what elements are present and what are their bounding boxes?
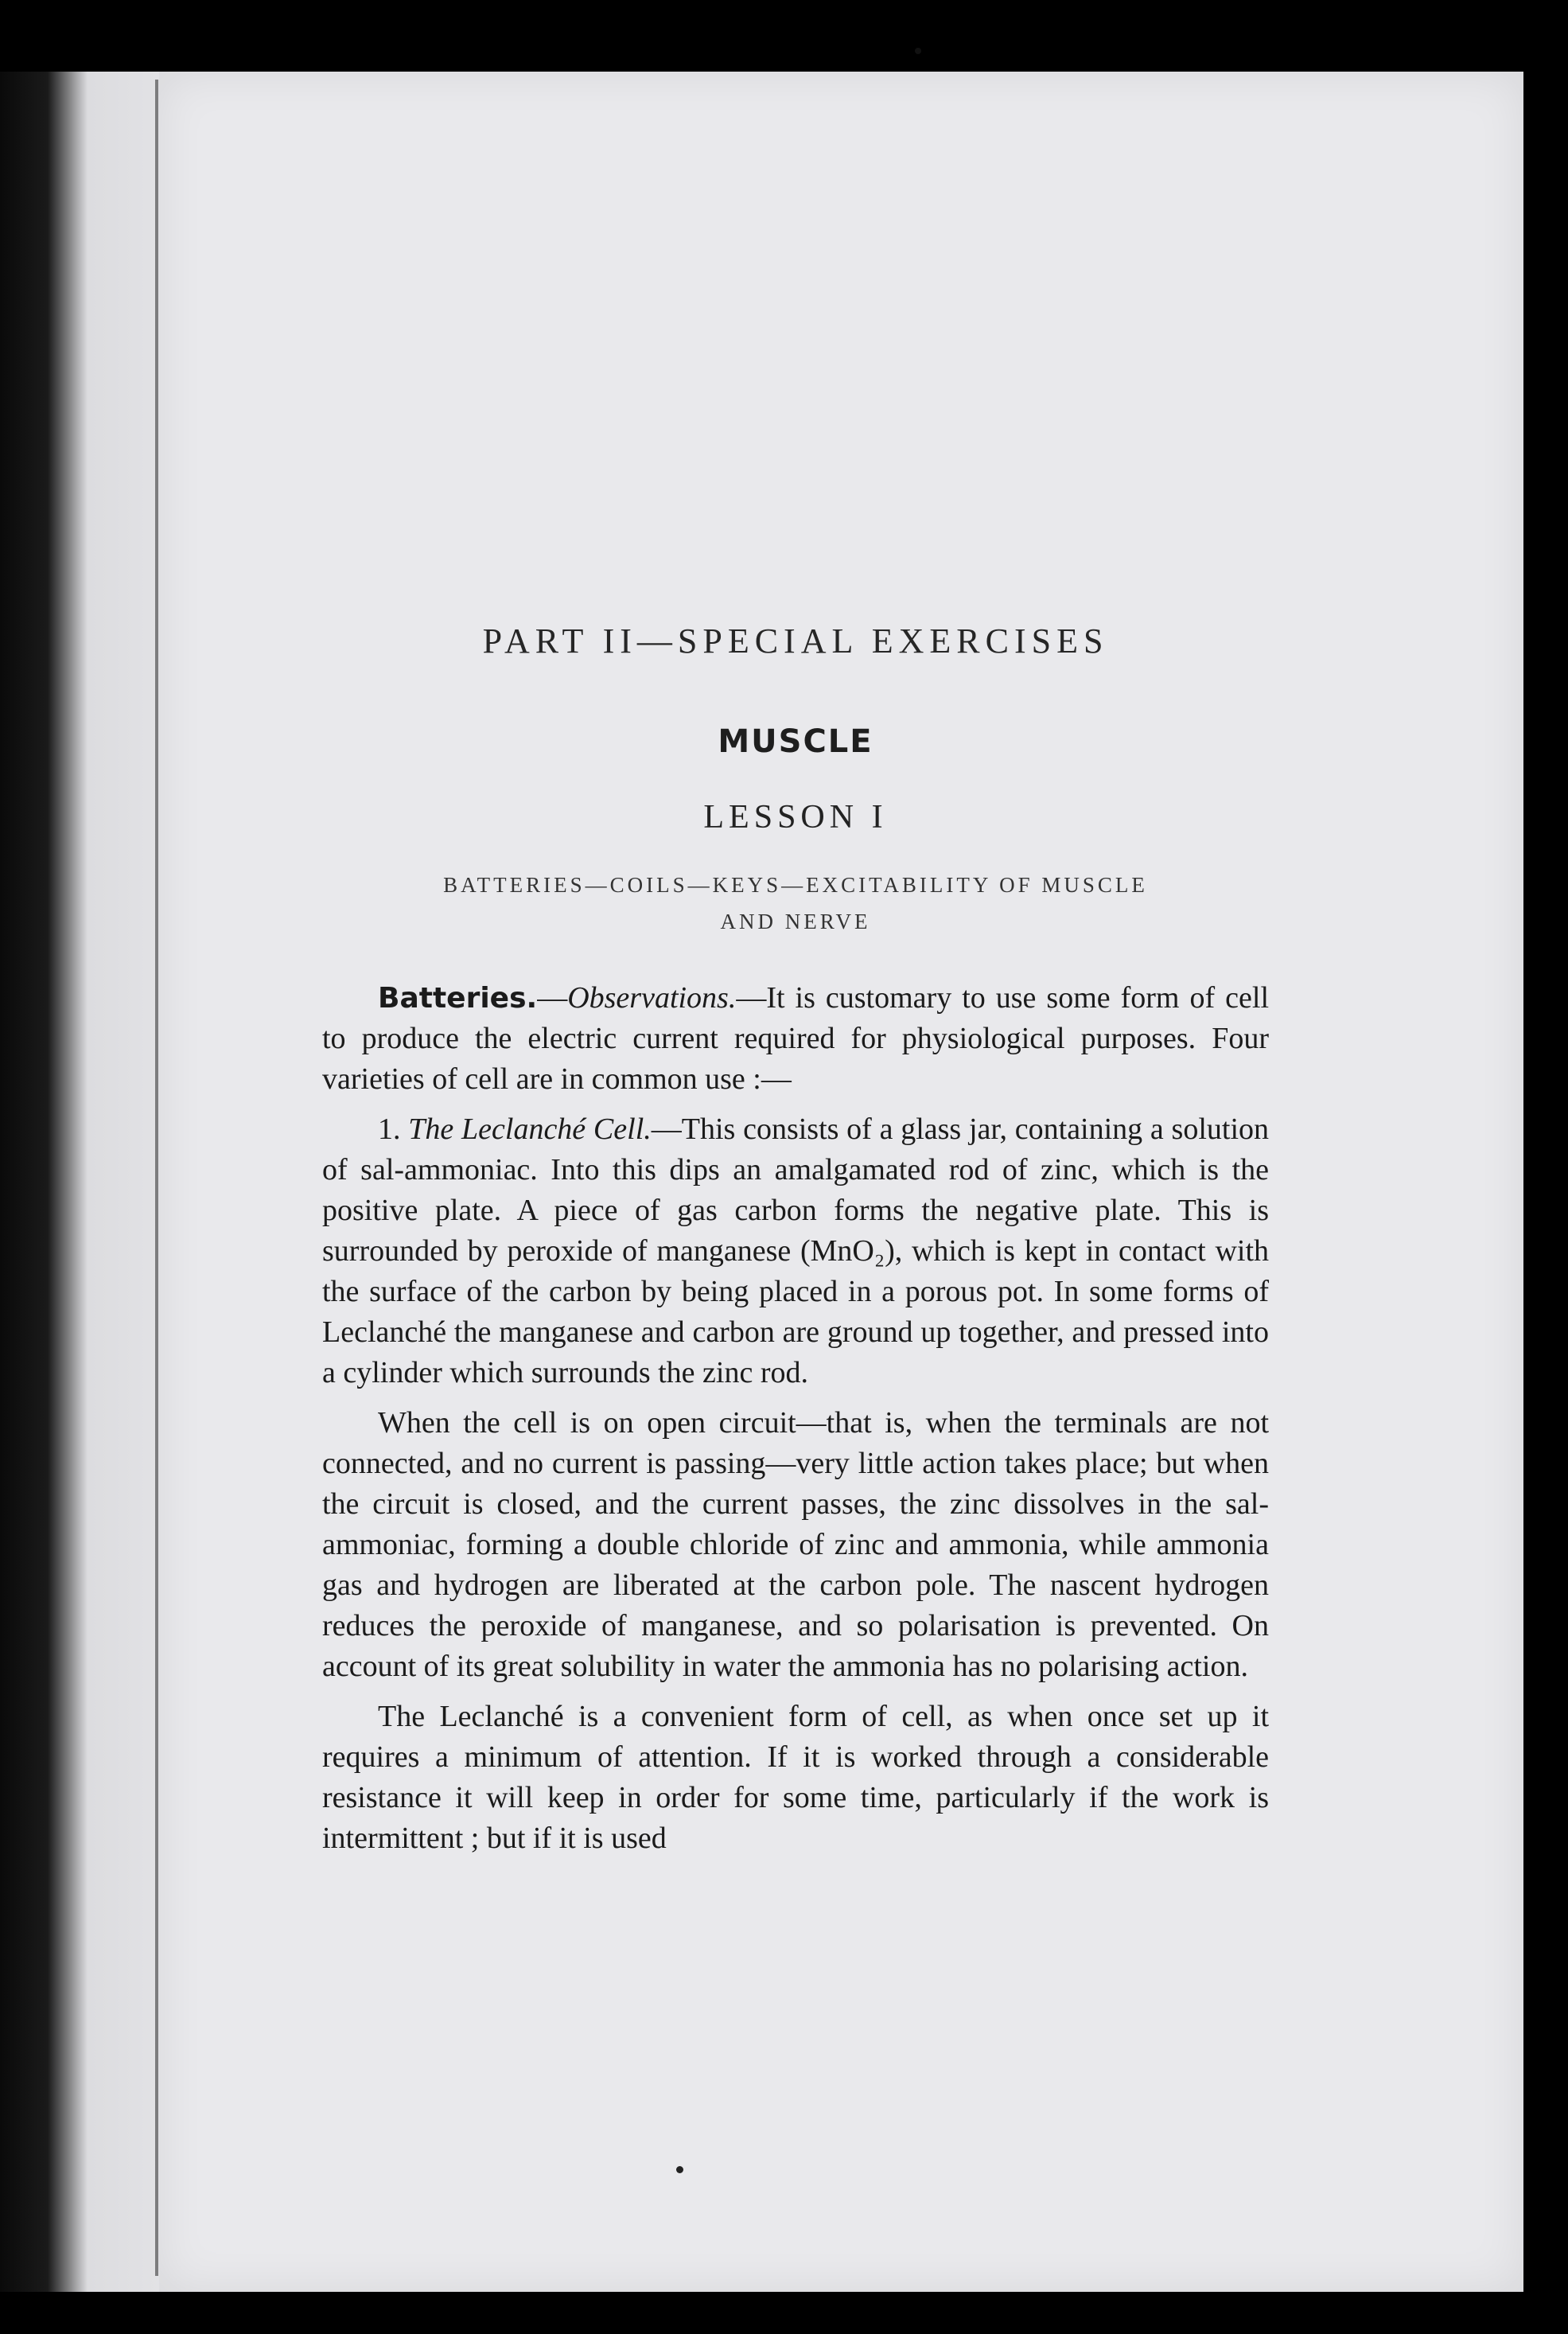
page-mark xyxy=(676,2166,683,2173)
observations-label: Observations. xyxy=(567,981,737,1015)
lesson-subtitle xyxy=(322,867,1269,940)
item-heading: The Leclanché Cell. xyxy=(408,1112,652,1146)
subtitle-line-2: AND NERVE xyxy=(720,910,871,933)
section-title: MUSCLE xyxy=(718,723,873,760)
paragraph-batteries xyxy=(322,978,1269,1100)
paragraph-convenience: The Leclanché is a convenient form of cell, as when once set up it requires a minimum of attention. If it is worked through a considerable resistance it will keep in order for some time, particularly if the work is intermittent ; but if it is used xyxy=(322,1700,1269,1855)
heading-dash: — xyxy=(537,981,568,1015)
page-gutter xyxy=(155,80,158,2276)
page-content xyxy=(322,621,1269,1859)
scan-speck xyxy=(915,48,921,54)
paragraph-text: —It is customary to use some form of cell to produce the electric current required for physiological purposes. Four varieties of cell are in common use :— xyxy=(322,981,1269,1096)
lesson-title: LESSON I xyxy=(703,799,888,836)
item-number: 1. xyxy=(378,1112,409,1146)
paragraph-text: —This consists of a glass jar, containing a solution of sal-ammoniac. Into this dips an amalgamated rod of zinc, which is the positive plate. A piece of gas carbon forms the negative plate. This is surrounded by peroxide of manganese (MnO₂), which is kept in contact with the surface of the carbon by being placed in a porous pot. In some forms of Leclanché the manganese and carbon are ground up together, and pressed into a cylinder which surrounds the zinc rod. xyxy=(322,1112,1270,1389)
paragraph-leclanche-cell xyxy=(322,1109,1269,1393)
paragraph-open-circuit: When the cell is on open circuit—that is, when the terminals are not connected, and no current is passing—very little action takes place; but when the circuit is closed, and the current passes, the zinc dissolves in the sal-ammoniac, forming a double chloride of zinc and ammonia, while ammonia gas and hydrogen are liberated at the carbon pole. The nascent hydrogen reduces the peroxide of manganese, and so polarisation is prevented. On account of its great solubility in water the ammonia has no polarising action. xyxy=(322,1406,1269,1683)
part-title: PART II—SPECIAL EXERCISES xyxy=(482,621,1109,660)
subtitle-line-1: BATTERIES—COILS—KEYS—EXCITABILITY OF MUSCLE xyxy=(443,873,1148,897)
run-in-heading: Batteries. xyxy=(378,982,538,1015)
facing-page-edge xyxy=(0,72,159,2292)
